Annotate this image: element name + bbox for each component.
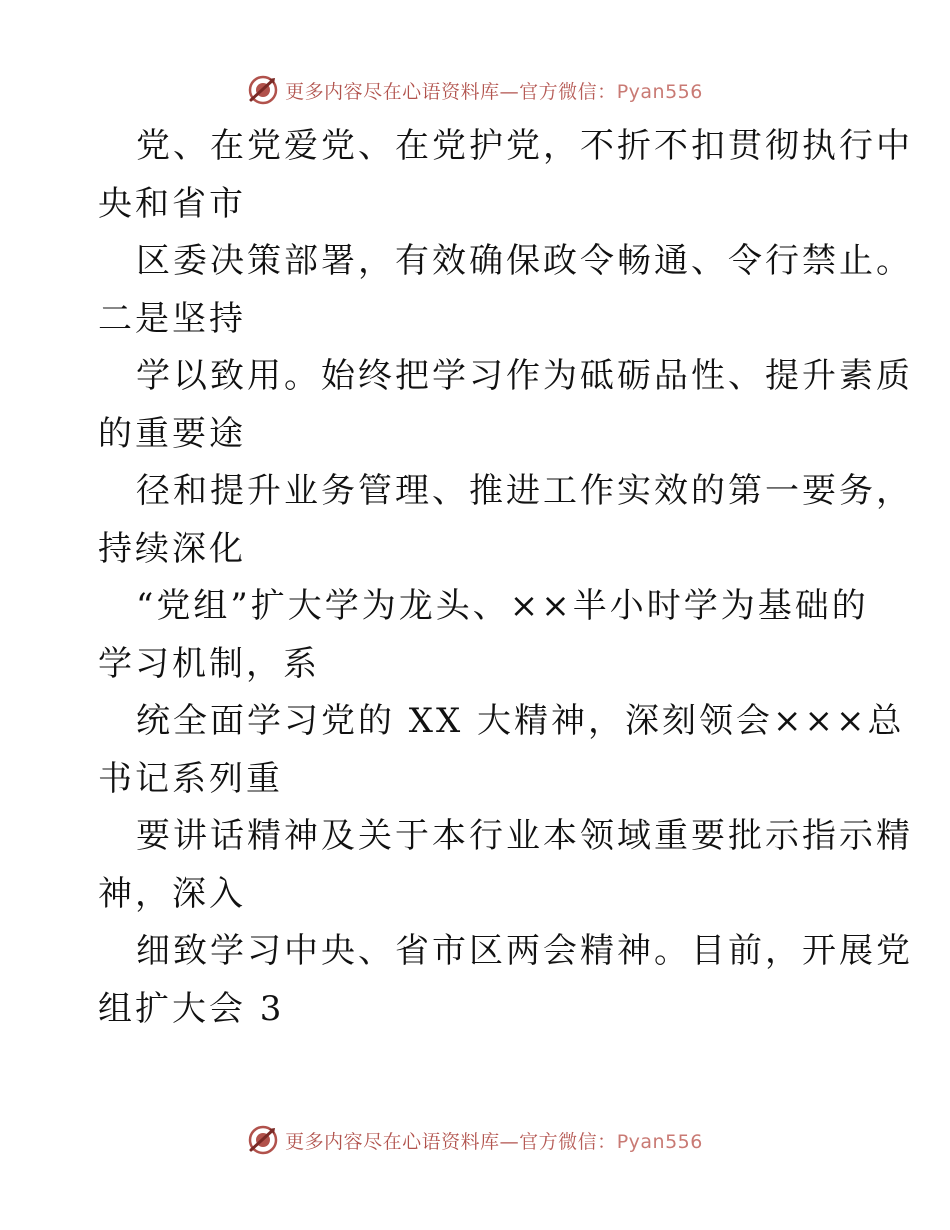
text-line: 党、在党爱党、在党护党，不折不扣贯彻执行中: [136, 126, 913, 166]
text-line: 书记系列重: [98, 758, 283, 799]
document-body: [98, 118, 913, 1038]
text-line: 的重要途: [98, 413, 246, 454]
text-line: 区委决策部署，有效确保政令畅通、令行禁止。: [136, 241, 913, 281]
watermark-text: 更多内容尽在心语资料库—官方微信：Pyan556: [285, 1130, 703, 1153]
logo-icon: [247, 74, 279, 106]
paragraph: [98, 578, 869, 693]
text-line: 持续深化: [98, 528, 246, 569]
text-line: 学以致用。始终把学习作为砥砺品性、提升素质: [136, 356, 913, 396]
paragraph: [98, 348, 913, 463]
text-line: 神，深入: [98, 873, 246, 914]
text-line: 学习机制，系: [98, 643, 320, 684]
paragraph: [98, 923, 913, 1038]
text-line: “党组”扩大学为龙头、××半小时学为基础的: [136, 586, 869, 626]
text-line: 统全面学习党的 XX 大精神，深刻领会×××总: [136, 701, 905, 741]
logo-icon: [247, 1124, 279, 1156]
paragraph: [98, 233, 913, 348]
text-line: 细致学习中央、省市区两会精神。目前，开展党: [136, 931, 913, 971]
paragraph: [98, 463, 913, 578]
footer-watermark: [0, 1120, 950, 1160]
paragraph: [98, 118, 913, 233]
watermark-text: 更多内容尽在心语资料库—官方微信：Pyan556: [285, 80, 703, 103]
text-line: 组扩大会 3: [98, 988, 285, 1029]
paragraph: [98, 808, 913, 923]
header-watermark: [0, 70, 950, 110]
text-line: 央和省市: [98, 183, 246, 224]
text-line: 要讲话精神及关于本行业本领域重要批示指示精: [136, 816, 913, 856]
text-line: 径和提升业务管理、推进工作实效的第一要务，: [136, 471, 913, 511]
paragraph: [98, 693, 905, 808]
text-line: 二是坚持: [98, 298, 246, 339]
